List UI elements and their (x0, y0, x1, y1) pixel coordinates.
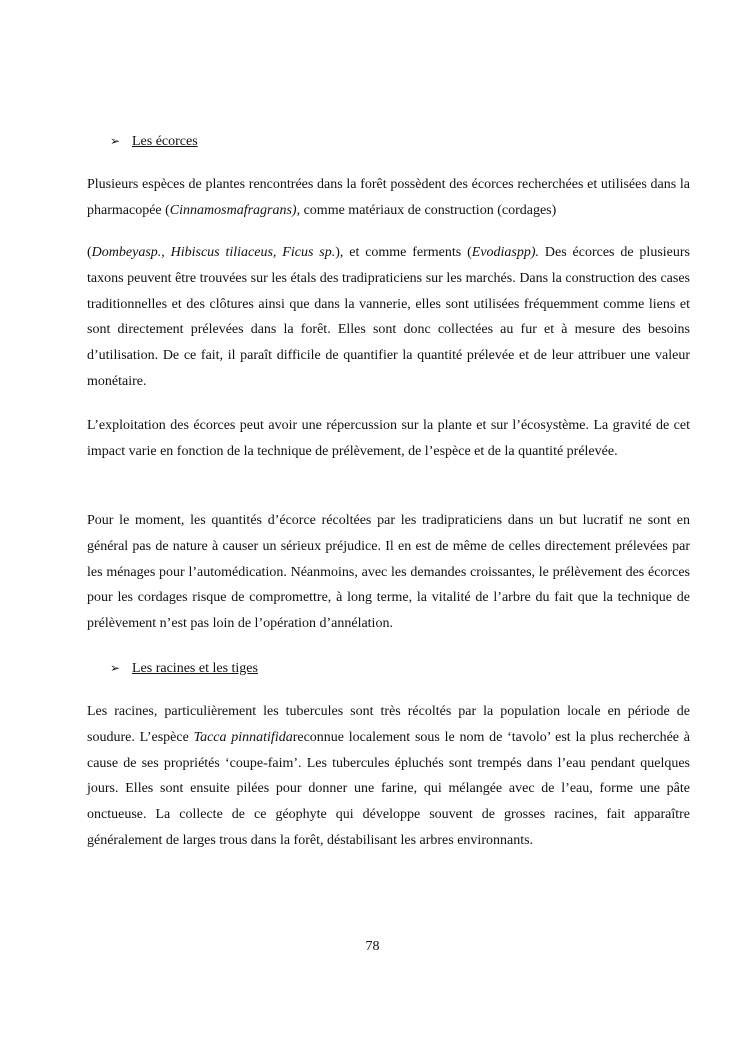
paragraph-ecorces-prelevement (87, 508, 690, 637)
paragraph-ecorces-impact (87, 413, 690, 465)
paragraph-text: reconnue localement sous le nom de ‘tavolo’ est la plus recherchée à cause de ses propriétés ‘coupe-faim’. Les tubercules épluchés sont trempés dans l’eau pendant quelques jours. Elles sont ensuite pilées pour donner une farine, qui mélangée avec de l’eau, forme une pâte onctueuse. La collecte de ce géophyte qui développe souvent de grosses racines, fait apparaître généralement de larges trous dans la forêt, déstabilisant les arbres environnants. (87, 729, 690, 848)
paragraph-text: Pour le moment, les quantités d’écorce récoltées par les tradipraticiens dans un but lucratif ne sont en général pas de nature à causer un sérieux préjudice. Il en est de même de celles directement prélevées par les ménages pour l’automédication. Néanmoins, avec les demandes croissantes, le prélèvement des écorces pour les cordages risque de compromettre, à long terme, la vitalité de l’arbre du fait que la technique de prélèvement n’est pas loin de l’opération d’annélation. (87, 513, 690, 632)
arrow-bullet-icon: ➢ (110, 661, 121, 675)
paragraph-text: Plusieurs espèces de plantes rencontrées dans la forêt possèdent des écorces recherchées et utilisées dans la pharmacopée ( (87, 177, 690, 218)
section-heading-racines (110, 658, 258, 679)
species-name: Dombeyasp., Hibiscus tiliaceus, Ficus sp. (91, 245, 336, 260)
paragraph-racines (87, 699, 690, 854)
paragraph-ecorces-intro (87, 172, 690, 224)
arrow-bullet-icon: ➢ (110, 134, 121, 148)
paragraph-text: ), et comme ferments ( (335, 245, 472, 260)
section-heading-ecorces (110, 131, 198, 152)
species-name: Tacca pinnatifida (193, 729, 293, 745)
species-name: Evodiaspp). (471, 245, 540, 260)
species-name: Cinnamosmafragrans), (169, 202, 301, 218)
paragraph-text: ( (87, 245, 92, 260)
section-title-racines: Les racines et les tiges (132, 661, 258, 676)
section-title-ecorces: Les écorces (132, 134, 198, 149)
paragraph-text: Des écorces de plusieurs taxons peuvent être trouvées sur les étals des tradipraticiens sur les marchés. Dans la construction des cases traditionnelles et des clôtures ainsi que dans la vannerie, elles sont utilisées fréquemment comme liens et sont directement prélevées dans la forêt. Elles sont donc collectées au fur et à mesure des besoins d’utilisation. De ce fait, il paraît difficile de quantifier la quantité prélevée et de leur attribuer une valeur monétaire. (87, 245, 690, 389)
paragraph-text: comme matériaux de construction (cordages) (300, 202, 557, 218)
paragraph-text: L’exploitation des écorces peut avoir une répercussion sur la plante et sur l’écosystème. La gravité de cet impact varie en fonction de la technique de prélèvement, de l’espèce et de la quantité prélevée. (87, 418, 690, 459)
page-number: 78 (365, 939, 380, 954)
paragraph-ecorces-usage (87, 240, 690, 395)
paragraph-text: Les racines, particulièrement les tubercules sont très récoltés par la population locale en période de soudure. L’espèce (87, 704, 690, 745)
